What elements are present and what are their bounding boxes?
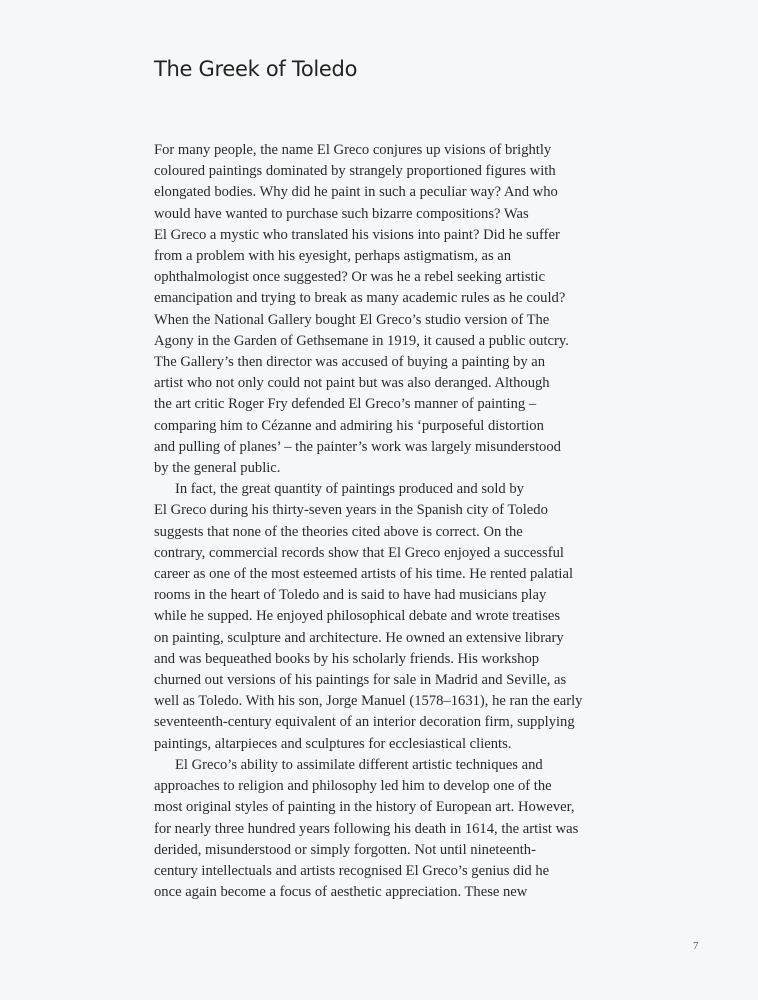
text-line: paintings, altarpieces and sculptures for ecclesiastical clients. xyxy=(154,735,512,752)
text-line: once again become a focus of aesthetic appreciation. These new xyxy=(154,884,528,901)
text-line: comparing him to Cézanne and admiring his ‘purposeful distortion xyxy=(154,417,544,434)
text-line: In fact, the great quantity of paintings produced and sold by xyxy=(175,481,524,498)
text-line: suggests that none of the theories cited above is correct. On the xyxy=(154,523,523,540)
text-line: would have wanted to purchase such bizarre compositions? Was xyxy=(154,205,529,222)
text-line: artist who not only could not paint but was also deranged. Although xyxy=(154,375,550,392)
text-line: on painting, sculpture and architecture. He owned an extensive library xyxy=(154,629,564,646)
text-line: the art critic Roger Fry defended El Greco’s manner of painting – xyxy=(154,396,537,413)
text-line: from a problem with his eyesight, perhaps astigmatism, as an xyxy=(154,248,512,265)
text-line: and pulling of planes’ – the painter’s work was largely misunderstood xyxy=(154,438,561,455)
text-line: emancipation and trying to break as many academic rules as he could? xyxy=(154,290,566,307)
text-line: ophthalmologist once suggested? Or was he a rebel seeking artistic xyxy=(154,269,546,286)
text-line: and was bequeathed books by his scholarly friends. His workshop xyxy=(154,650,540,667)
body-text xyxy=(154,140,594,903)
text-line: century intellectuals and artists recognised El Greco’s genius did he xyxy=(154,862,550,879)
text-line: career as one of the most esteemed artists of his time. He rented palatial xyxy=(154,566,574,583)
text-line: by the general public. xyxy=(154,460,281,477)
text-line: The Gallery’s then director was accused of buying a painting by an xyxy=(154,354,546,371)
chapter-title: The Greek of Toledo xyxy=(154,57,358,81)
text-line: contrary, commercial records show that El Greco enjoyed a successful xyxy=(154,544,564,561)
text-line: El Greco’s ability to assimilate different artistic techniques and xyxy=(175,756,543,773)
text-line: El Greco during his thirty-seven years in the Spanish city of Toledo xyxy=(154,502,548,519)
text-line: most original styles of painting in the history of European art. However, xyxy=(154,799,575,816)
text-line: approaches to religion and philosophy led him to develop one of the xyxy=(154,778,552,795)
text-line: rooms in the heart of Toledo and is said to have had musicians play xyxy=(154,587,547,604)
text-line: seventeenth-century equivalent of an interior decoration firm, supplying xyxy=(154,714,575,731)
text-line: churned out versions of his paintings for sale in Madrid and Seville, as xyxy=(154,672,567,689)
text-line: well as Toledo. With his son, Jorge Manuel (1578–1631), he ran the early xyxy=(154,693,583,710)
text-line: El Greco a mystic who translated his visions into paint? Did he suffer xyxy=(154,226,560,243)
text-line: For many people, the name El Greco conjures up visions of brightly xyxy=(154,142,552,158)
text-line: elongated bodies. Why did he paint in such a peculiar way? And who xyxy=(154,184,558,201)
text-line: for nearly three hundred years following his death in 1614, the artist was xyxy=(154,820,579,837)
text-line: coloured paintings dominated by strangely proportioned figures with xyxy=(154,163,556,180)
text-line: while he supped. He enjoyed philosophical debate and wrote treatises xyxy=(154,608,561,625)
text-line: Agony in the Garden of Gethsemane in 1919, it caused a public outcry. xyxy=(154,332,569,349)
page-number: 7 xyxy=(693,940,699,952)
text-line: When the National Gallery bought El Greco’s studio version of The xyxy=(154,311,550,328)
text-line: derided, misunderstood or simply forgotten. Not until nineteenth- xyxy=(154,841,536,858)
